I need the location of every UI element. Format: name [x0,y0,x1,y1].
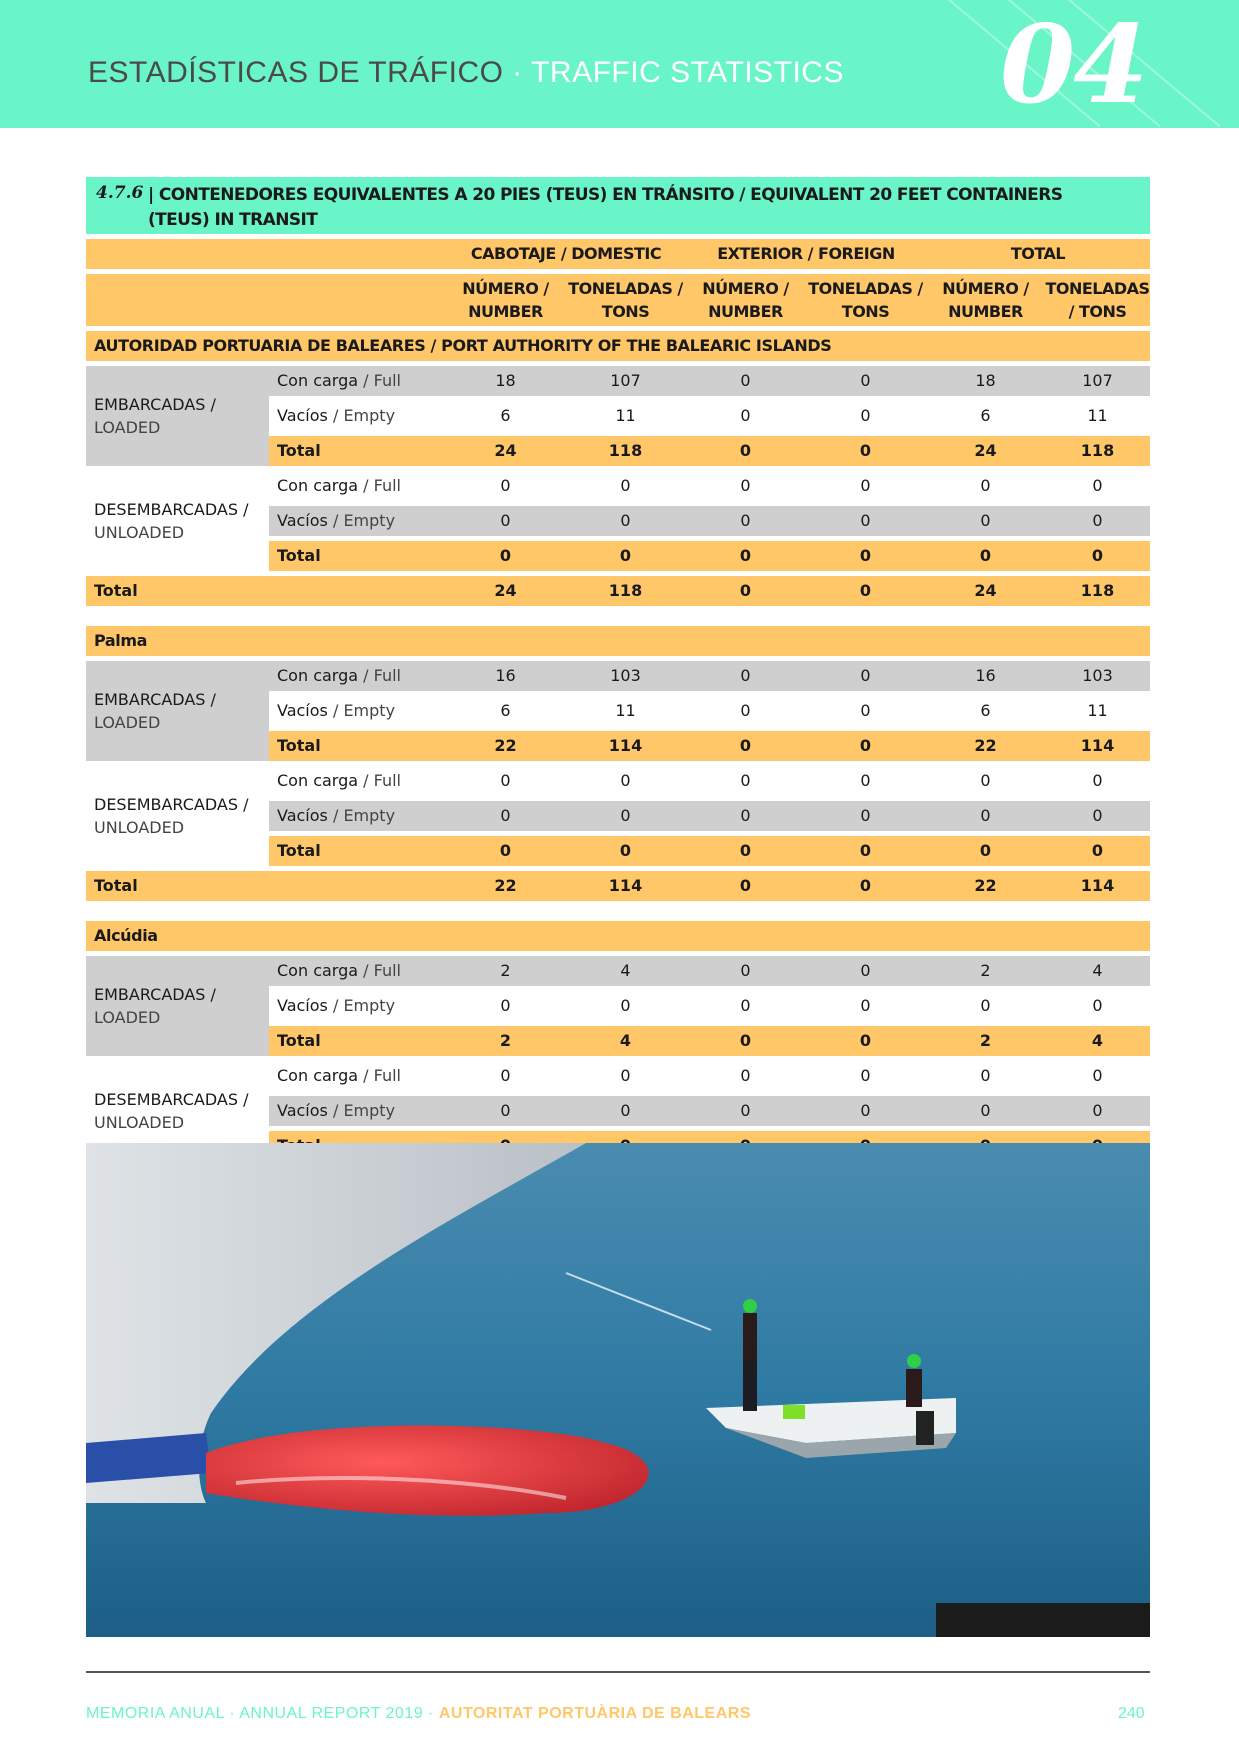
table-cell: 0 [805,1096,926,1126]
section-name: Alcúdia [86,921,1150,951]
row-label-es: Vacíos [277,1101,328,1120]
table-cell: 24 [446,436,565,466]
row-label-en: / Full [358,371,401,390]
table-row [86,366,1150,396]
header-title-en: TRAFFIC STATISTICS [531,56,844,89]
table-cell: 0 [565,471,686,501]
group-label-en: LOADED [94,418,161,437]
row-label-empty [269,801,446,831]
col-group-domestic: CABOTAJE / DOMESTIC [446,239,686,269]
table-cell: 0 [565,836,686,866]
table-cell: 0 [805,436,926,466]
table-cell: 0 [805,471,926,501]
table-cell: 0 [1045,836,1150,866]
table-cell: 18 [446,366,565,396]
table-cell: 114 [565,871,686,901]
footer-org: AUTORITAT PORTUÀRIA DE BALEARS [438,1705,752,1722]
table-cell: 118 [1045,436,1150,466]
table-cell: 22 [446,871,565,901]
table-cell: 0 [1045,801,1150,831]
group-label-es: DESEMBARCADAS / [94,1090,249,1109]
table-cell: 16 [926,661,1045,691]
table-cell: 11 [565,401,686,431]
table-row [86,1061,1150,1091]
table-cell: 0 [686,471,805,501]
table-cell: 0 [686,366,805,396]
page-number: 240 [1118,1705,1145,1722]
table-row [86,956,1150,986]
table-cell: 0 [686,696,805,726]
row-label-full [269,956,446,986]
section-total-row [86,576,1150,606]
harbor-photo [86,1143,1150,1637]
table-cell: 0 [805,696,926,726]
group-label-unloaded [86,766,269,866]
table-cell: 0 [446,1061,565,1091]
row-label-es: Vacíos [277,701,328,720]
row-label-full [269,661,446,691]
table-cell: 0 [446,836,565,866]
table-cell: 4 [565,956,686,986]
row-label-es: Con carga [277,476,359,495]
table-cell: 0 [926,766,1045,796]
table-cell: 0 [446,541,565,571]
row-label-full [269,366,446,396]
row-label-total-text: Total [277,736,321,755]
row-label-empty [269,991,446,1021]
table-cell: 24 [926,576,1045,606]
table-cell: 2 [926,1026,1045,1056]
col-header-tons: TONELADAS / TONS [805,274,926,326]
table-cell: 0 [446,991,565,1021]
table-cell: 0 [805,871,926,901]
group-label-loaded [86,366,269,466]
table-cell: 0 [686,541,805,571]
table-cell: 0 [926,836,1045,866]
row-label-en: / Full [358,961,401,980]
table-cell: 0 [805,661,926,691]
table-cell: 0 [805,576,926,606]
table-cell: 0 [446,801,565,831]
table-cell: 0 [686,1061,805,1091]
table-title-bar [86,177,1150,234]
table-cell: 118 [565,436,686,466]
table-cell: 0 [565,506,686,536]
table-cell: 0 [1045,1096,1150,1126]
row-label-total [269,1026,446,1056]
footer-text [86,1705,751,1723]
column-group-header-row [86,239,1150,269]
row-label-es: Con carga [277,371,359,390]
table-cell: 0 [1045,991,1150,1021]
table-cell: 24 [926,436,1045,466]
table-cell: 0 [686,506,805,536]
table-cell: 0 [686,836,805,866]
table-cell: 0 [805,801,926,831]
col-header-tons: TONELADAS / TONS [1045,274,1150,326]
table-row [86,661,1150,691]
row-label-en: / Empty [327,1101,396,1120]
row-label-es: Vacíos [277,406,328,425]
table-cell: 0 [1045,1061,1150,1091]
col-header-tons: TONELADAS / TONS [565,274,686,326]
table-cell: 0 [805,731,926,761]
row-label-es: Con carga [277,961,359,980]
table-cell: 114 [1045,731,1150,761]
row-label-total [269,731,446,761]
col-header-number: NÚMERO / NUMBER [926,274,1045,326]
row-label-empty [269,506,446,536]
row-label-full [269,471,446,501]
row-label-total-text: Total [277,441,321,460]
table-cell: 0 [926,991,1045,1021]
table-cell: 2 [446,956,565,986]
row-label-total [269,436,446,466]
table-cell: 0 [805,1026,926,1056]
table-cell: 118 [565,576,686,606]
table-cell: 2 [926,956,1045,986]
table-cell: 0 [686,871,805,901]
table-row [86,471,1150,501]
group-label-en: UNLOADED [94,818,185,837]
row-label-en: / Empty [327,996,396,1015]
row-label-en: / Full [358,476,401,495]
group-label-en: UNLOADED [94,1113,185,1132]
col-group-total: TOTAL [926,239,1150,269]
table-cell: 6 [926,696,1045,726]
table-cell: 0 [686,436,805,466]
table-title: | CONTENEDORES EQUIVALENTES A 20 PIES (TEUS) EN TRÁNSITO / EQUIVALENT 20 FEET CONTAINERS (TEUS) IN TRANSIT [148,185,1063,230]
table-cell: 0 [446,506,565,536]
table-cell: 0 [565,766,686,796]
group-label-en: LOADED [94,713,161,732]
group-label-es: DESEMBARCADAS / [94,795,249,814]
table-cell: 0 [926,1061,1045,1091]
group-label-es: EMBARCADAS / [94,985,216,1004]
table-cell: 0 [805,956,926,986]
table-cell: 0 [446,471,565,501]
teus-transit-table [86,234,1150,1196]
table-cell: 22 [446,731,565,761]
table-cell: 0 [565,1061,686,1091]
table-cell: 16 [446,661,565,691]
table-cell: 22 [926,731,1045,761]
row-label-total [269,541,446,571]
header-title-es: ESTADÍSTICAS DE TRÁFICO [88,56,504,89]
table-cell: 18 [926,366,1045,396]
section-total-row [86,871,1150,901]
chapter-number: 04 [1000,2,1147,128]
row-label-total-text: Total [277,1031,321,1050]
row-label-en: / Empty [327,406,396,425]
table-cell: 4 [1045,1026,1150,1056]
table-cell: 114 [565,731,686,761]
table-cell: 0 [446,766,565,796]
column-header-row [86,274,1150,326]
section-total-label: Total [86,871,446,901]
table-cell: 0 [686,576,805,606]
table-cell: 0 [446,1096,565,1126]
row-label-total-text: Total [277,841,321,860]
table-cell: 0 [926,506,1045,536]
row-label-total [269,836,446,866]
table-cell: 0 [805,1061,926,1091]
section-total-label: Total [86,576,446,606]
row-label-en: / Empty [327,701,396,720]
row-label-empty [269,401,446,431]
table-cell: 0 [926,801,1045,831]
group-label-en: UNLOADED [94,523,185,542]
table-cell: 0 [565,541,686,571]
table-cell: 0 [686,991,805,1021]
row-label-en: / Full [358,771,401,790]
group-label-es: DESEMBARCADAS / [94,500,249,519]
table-cell: 0 [565,1096,686,1126]
table-cell: 118 [1045,576,1150,606]
table-number: 4.7.6 [96,183,144,203]
header-title [88,56,844,90]
table-cell: 0 [1045,471,1150,501]
table-cell: 4 [1045,956,1150,986]
row-label-es: Vacíos [277,806,328,825]
table-cell: 0 [805,401,926,431]
table-cell: 114 [1045,871,1150,901]
row-label-empty [269,1096,446,1126]
table-cell: 107 [1045,366,1150,396]
table-cell: 0 [1045,541,1150,571]
section-header-row [86,626,1150,656]
table-cell: 0 [686,956,805,986]
table-cell: 0 [926,1096,1045,1126]
group-label-es: EMBARCADAS / [94,395,216,414]
table-cell: 6 [926,401,1045,431]
table-cell: 4 [565,1026,686,1056]
section-name: Palma [86,626,1150,656]
row-label-es: Con carga [277,666,359,685]
row-label-es: Vacíos [277,511,328,530]
col-header-number: NÚMERO / NUMBER [446,274,565,326]
table-cell: 6 [446,401,565,431]
group-label-loaded [86,956,269,1056]
table-cell: 6 [446,696,565,726]
row-label-en: / Empty [327,806,396,825]
table-cell: 0 [686,401,805,431]
table-row [86,766,1150,796]
table-cell: 0 [805,836,926,866]
table-cell: 103 [1045,661,1150,691]
table-cell: 0 [565,991,686,1021]
group-label-es: EMBARCADAS / [94,690,216,709]
table-cell: 22 [926,871,1045,901]
table-cell: 0 [686,766,805,796]
table-cell: 0 [805,506,926,536]
row-label-en: / Full [358,1066,401,1085]
table-cell: 0 [805,991,926,1021]
section-header-row [86,331,1150,361]
col-group-foreign: EXTERIOR / FOREIGN [686,239,926,269]
header-separator: · [503,56,532,89]
table-cell: 0 [805,366,926,396]
footer-report-label: MEMORIA ANUAL · ANNUAL REPORT 2019 · [86,1705,439,1722]
table-cell: 0 [686,731,805,761]
table-cell: 107 [565,366,686,396]
table-cell: 0 [686,801,805,831]
group-label-loaded [86,661,269,761]
table-cell: 0 [805,766,926,796]
row-label-es: Con carga [277,1066,359,1085]
table-cell: 11 [1045,401,1150,431]
row-label-es: Vacíos [277,996,328,1015]
page-header [0,0,1239,128]
col-header-number: NÚMERO / NUMBER [686,274,805,326]
group-label-en: LOADED [94,1008,161,1027]
harbor-photo-illustration [86,1143,1150,1637]
table-cell: 11 [1045,696,1150,726]
table-cell: 0 [1045,766,1150,796]
table-cell: 24 [446,576,565,606]
row-label-full [269,1061,446,1091]
row-label-total-text: Total [277,546,321,565]
row-label-en: / Empty [327,511,396,530]
table-cell: 11 [565,696,686,726]
table-cell: 0 [805,541,926,571]
table-cell: 0 [926,471,1045,501]
table-cell: 0 [686,1026,805,1056]
table-cell: 103 [565,661,686,691]
table-cell: 0 [686,661,805,691]
table-cell: 0 [565,801,686,831]
table-cell: 2 [446,1026,565,1056]
row-label-full [269,766,446,796]
teus-transit-table-container [86,177,1150,1196]
group-label-unloaded [86,471,269,571]
section-name: AUTORIDAD PORTUARIA DE BALEARES / PORT AUTHORITY OF THE BALEARIC ISLANDS [86,331,1150,361]
table-cell: 0 [926,541,1045,571]
footer-divider [86,1671,1150,1673]
row-label-en: / Full [358,666,401,685]
row-label-es: Con carga [277,771,359,790]
section-header-row [86,921,1150,951]
row-label-empty [269,696,446,726]
table-cell: 0 [1045,506,1150,536]
table-cell: 0 [686,1096,805,1126]
